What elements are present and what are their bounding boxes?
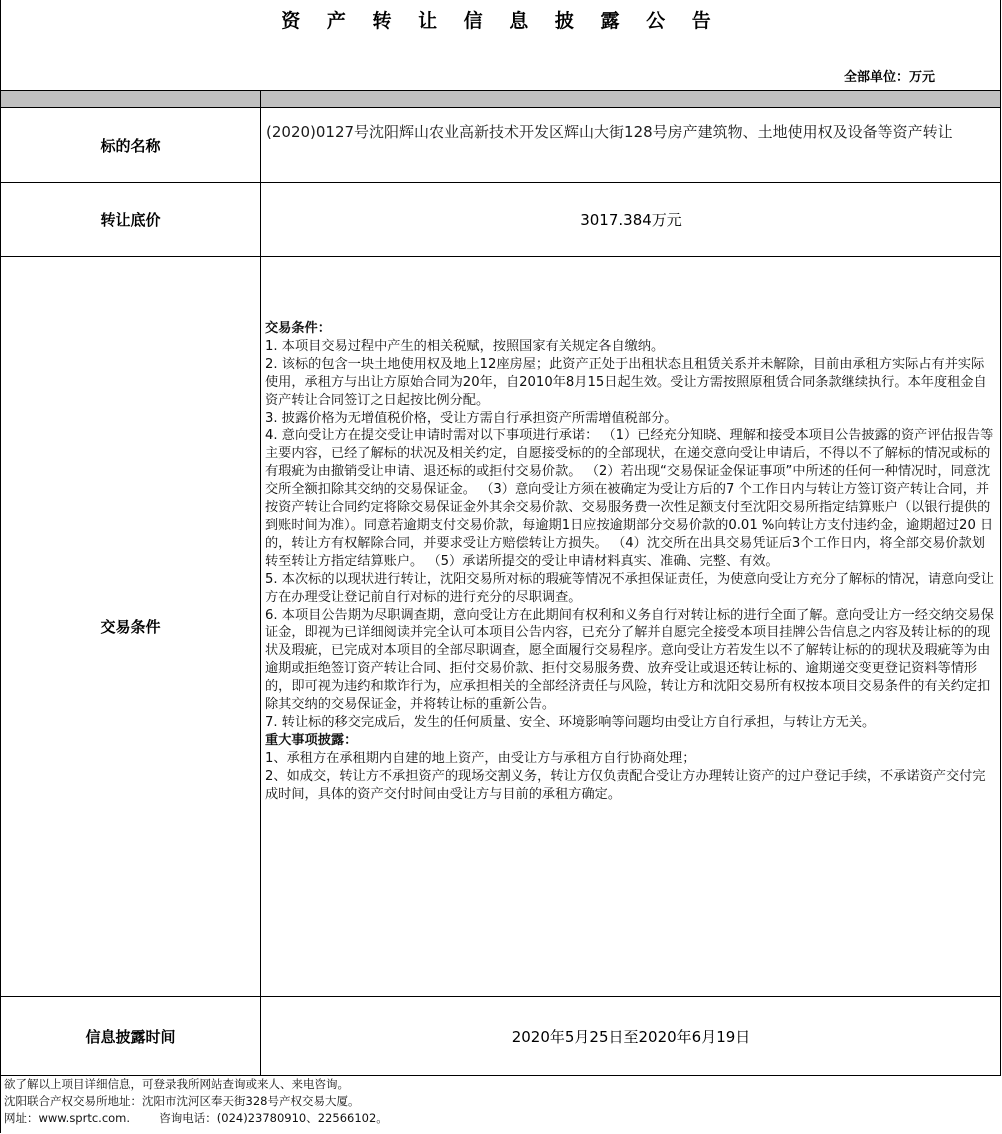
disclosure-item: 2、如成交，转让方不承担资产的现场交割义务，转让方仅负责配合受让方办理转让资产的过户登记手续，不承诺资产交付完成时间，具体的资产交付时间由受让方与目前的承租方确定。 bbox=[265, 768, 986, 802]
condition-item: 1. 本项目交易过程中产生的相关税赋，按照国家有关规定各自缴纳。 bbox=[265, 338, 665, 354]
time-label: 信息披露时间 bbox=[85, 1027, 176, 1046]
footer-address: 沈阳联合产权交易所地址：沈阳市沈河区奉天街328号产权交易大厦。 bbox=[4, 1094, 360, 1108]
condition-item: 4. 意向受让方在提交受让申请时需对以下事项进行承诺： （1）已经充分知晓、理解和接受本项目公告披露的资产评估报告等主要内容，已经了解标的状况及相关约定，自愿接受标的的全部现状，在递交意向受让申请后，不得以不了解标的情况或标的有瑕疵为由撤销受让申请、退还标的或拒付交易价款。 （2）若出现“交易保证金保证事项”中所述的任何一种情况时，同意沈交所全额扣除其交纳的交易保证金。 （3）意向受让方须在被确定为受让方后的7 个工作日内与转让方签订资产转让合同，并按资产转让合同约定将除交易保证金外其余交易价款、交易服务费一次性足额支付至沈阳交易所指定结算账户（以银行提供的到账时间为准）。同意若逾期支付交易价款，每逾期1日应按逾期部分交易价款的0.01 %向转让方支付违约金，逾期超过20 日的，转让方有权解除合同，并要求受让方赔偿转让方损失。 （4）沈交所在出具交易凭证后3个工作日内，将全部交易价款划转至转让方指定结算账户。 （5）承诺所提交的受让申请材料真实、准确、完整、有效。 bbox=[265, 428, 994, 569]
conditions-block bbox=[265, 320, 997, 803]
row-line bbox=[0, 90, 1001, 91]
disclosure-item: 1、承租方在承租期内自建的地上资产，由受让方与承租方自行协商处理； bbox=[265, 750, 696, 766]
page-title: 资 产 转 让 信 息 披 露 公 告 bbox=[281, 10, 721, 32]
condition-item: 6. 本项目公告期为尽职调查期，意向受让方在此期间有权利和义务自行对转让标的进行全面了解。意向受让方一经交纳交易保证金，即视为已详细阅读并完全认可本项目公告内容，已充分了解并自愿完全接受本项目挂牌公告信息之内容及转让标的的现状及瑕疵，已完成对本项目的全部尽职调查，愿全面履行交易程序。意向受让方若发生以不了解转让标的的现状及瑕疵等为由逾期或拒绝签订资产转让合同、拒付交易价款、拒付交易服务费、放弃受让或退还转让标的、逾期递交变更登记资料等情形的，即可视为违约和欺诈行为，应承担相关的全部经济责任与风险，转让方和沈阳交易所有权按本项目交易条件的有关约定扣除其交纳的交易保证金，并将转让标的重新公告。 bbox=[265, 607, 994, 713]
conditions-label: 交易条件 bbox=[100, 618, 161, 636]
condition-item: 7. 转让标的移交完成后，发生的任何质量、安全、环境影响等问题均由受让方自行承担，与转让方无关。 bbox=[265, 714, 876, 730]
condition-item: 2. 该标的包含一块土地使用权及地上12座房屋；此资产正处于出租状态且租赁关系并未解除，目前由承租方实际占有并实际使用，承租方与出让方原始合同为20年，自2010年8月15日起生效。受让方需按照原租赁合同条款继续执行。本年度租金自资产转让合同签订之日起按比例分配。 bbox=[265, 356, 987, 408]
price-value: 3017.384万元 bbox=[580, 211, 682, 229]
border-right bbox=[1000, 0, 1001, 1075]
name-value: (2020)0127号沈阳辉山农业高新技术开发区辉山大街128号房产建筑物、土地使用权及设备等资产转让 bbox=[266, 123, 953, 141]
footer-line: 欲了解以上项目详细信息，可登录我所网站查询或来人、来电咨询。 bbox=[4, 1077, 349, 1091]
condition-item: 5. 本次标的以现状进行转让，沈阳交易所对标的瑕疵等情况不承担保证责任，为使意向受让方充分了解标的情况，请意向受让方在办理受让登记前自行对标的进行充分的尽职调查。 bbox=[265, 571, 994, 605]
condition-item: 3. 披露价格为无增值税价格，受让方需自行承担资产所需增值税部分。 bbox=[265, 410, 678, 426]
disclosure-heading: 重大事项披露： bbox=[265, 732, 358, 748]
time-value: 2020年5月25日至2020年6月19日 bbox=[511, 1027, 751, 1046]
footer-contact: 网址：www.sprtc.com. 咨询电话：(024)23780910、22566102。 bbox=[4, 1111, 388, 1125]
header-gray-row bbox=[1, 90, 1001, 107]
conditions-heading: 交易条件： bbox=[265, 321, 331, 336]
footer-info bbox=[4, 1076, 994, 1127]
price-label: 转让底价 bbox=[100, 211, 161, 229]
name-label: 标的名称 bbox=[100, 136, 161, 155]
unit-note: 全部单位：万元 bbox=[843, 70, 935, 85]
